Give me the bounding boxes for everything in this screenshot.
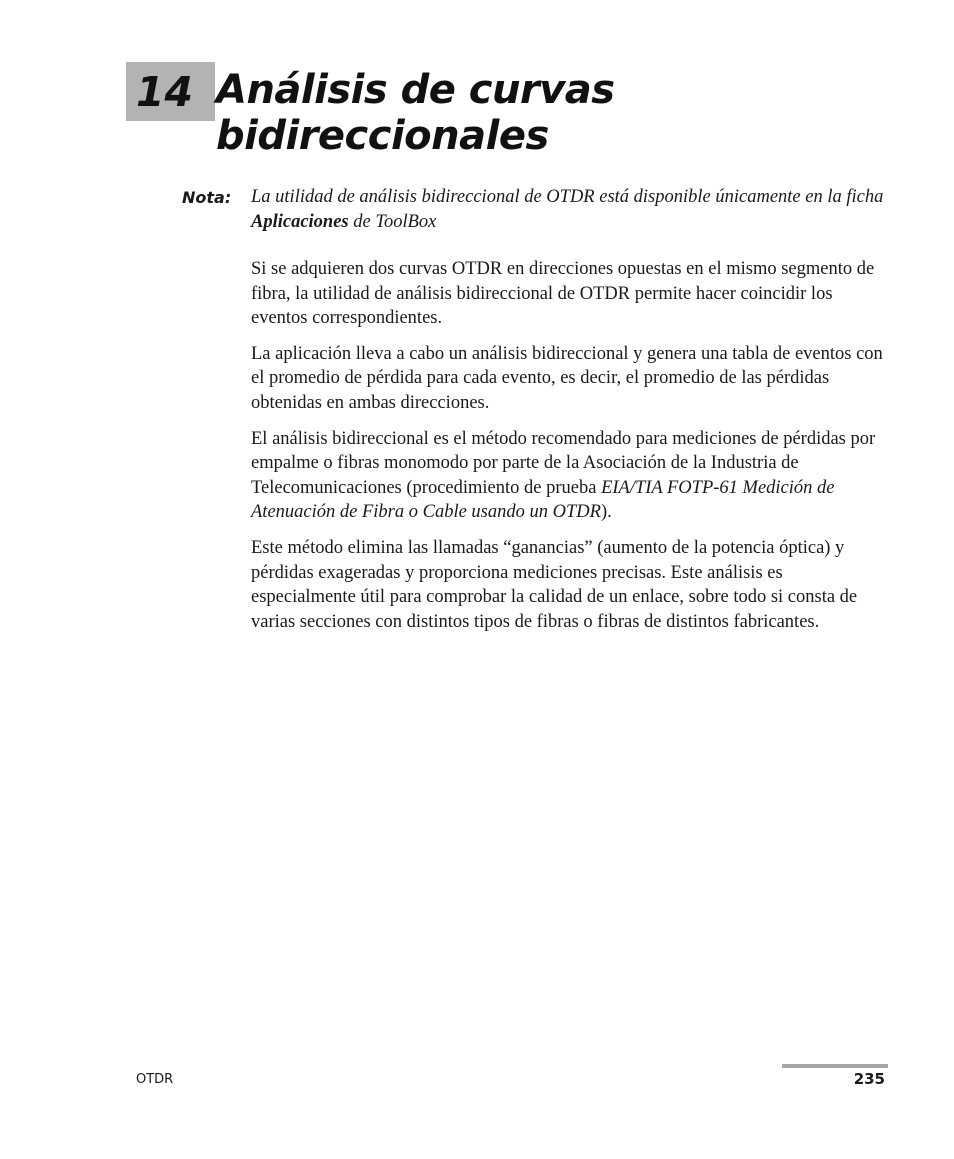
chapter-title-line-2: bidireccionales (216, 113, 549, 159)
paragraph-1: Si se adquieren dos curvas OTDR en direcciones opuestas en el mismo segmento de fibra, la utilidad de análisis bidireccional de OTDR permite hacer coincidir los eventos correspondientes. (251, 259, 875, 329)
paragraph-3-start: El análisis bidireccional es el método recomendado para mediciones de pérdidas por empalme o fibras monomodo por parte de la Asociación de la Industria de Telecomunicaciones (procedimiento de prueba (251, 428, 876, 498)
chapter-title (216, 67, 896, 159)
paragraph-3-citation: EIA/TIA FOTP-61 Medición de Atenuación de Fibra o Cable usando un OTDR (251, 477, 835, 523)
paragraph-4: Este método elimina las llamadas “ganancias” (aumento de la potencia óptica) y pérdidas exageradas y proporciona mediciones precisas. Este análisis es especialmente útil para comprobar la calidad de un enlace, sobre todo si consta de varias secciones con distintos tipos de fibras o fibras de distintos fabricantes. (251, 537, 858, 632)
chapter-number: 14 (136, 68, 194, 116)
paragraph-2: La aplicación lleva a cabo un análisis bidireccional y genera una tabla de eventos con el promedio de pérdida para cada evento, es decir, el promedio de las pérdidas obtenidas en ambas direcciones. (251, 343, 883, 413)
page-number: 235 (853, 1070, 885, 1088)
footer-product: OTDR (136, 1072, 174, 1087)
note-label: Nota: (182, 188, 232, 207)
paragraph-3 (251, 427, 891, 525)
body-text (251, 257, 891, 645)
note-text-start: La utilidad de análisis bidireccional de OTDR está disponible únicamente en la ficha (251, 187, 884, 207)
note-text-end: de ToolBox (348, 212, 437, 232)
paragraph-3-end: ). (600, 502, 612, 523)
chapter-title-line-1: Análisis de curvas (216, 67, 615, 113)
note-text-bold: Aplicaciones (251, 212, 349, 232)
note-text (251, 185, 891, 235)
footer-rule (782, 1064, 888, 1068)
